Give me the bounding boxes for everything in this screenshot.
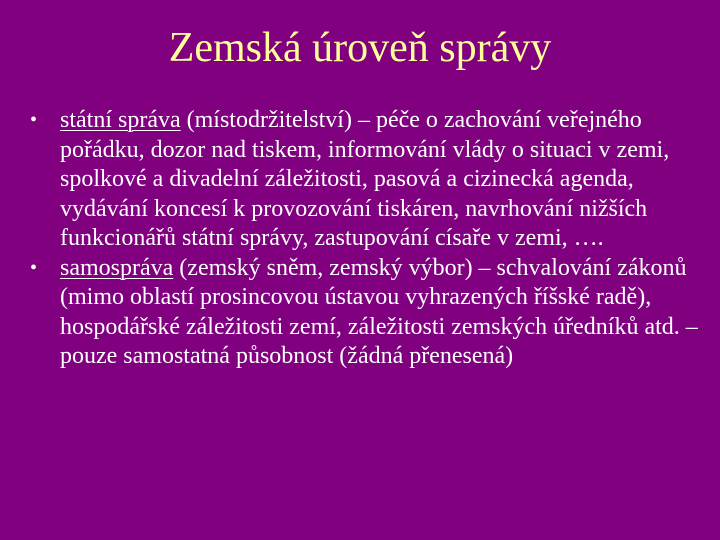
- bullet-text: (zemský sněm, zemský výbor) – schvalování zákonů (mimo oblastí prosincovou ústavou vyhrazených říšské radě), hospodářské záležitosti zemí, záležitosti zemských úředníků atd. – pouze samostatná působnost (žádná přenesená): [60, 254, 698, 369]
- bullet-icon: •: [30, 256, 38, 279]
- bullet-item-statni-sprava: [30, 106, 702, 254]
- bullet-term: samospráva: [60, 254, 174, 281]
- bullet-item-samosprava: [30, 254, 702, 372]
- bullet-text: (místodržitelství) – péče o zachování veřejného pořádku, dozor nad tiskem, informování vlády o situaci v zemi, spolkové a divadelní záležitosti, pasová a cizinecká agenda, vydávání koncesí k provozování tiskáren, navrhování nižších funkcionářů státní správy, zastupování císaře v zemi, ….: [60, 107, 670, 251]
- bullet-list: [30, 106, 702, 372]
- bullet-term: státní správa: [60, 107, 181, 133]
- bullet-icon: •: [30, 109, 38, 131]
- slide-title: Zemská úroveň správy: [168, 25, 552, 71]
